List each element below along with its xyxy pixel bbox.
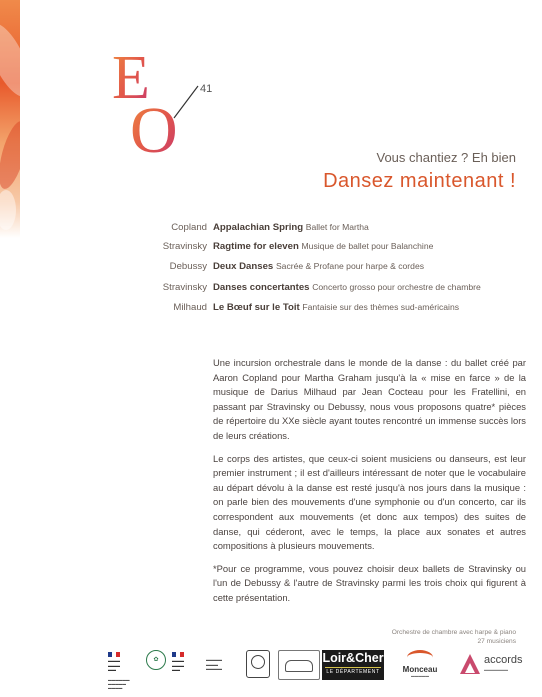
ensemble-size: 27 musiciens: [477, 638, 516, 645]
accords-name: accords: [484, 654, 523, 666]
headline: Dansez maintenant !: [323, 170, 516, 192]
logo-number: 41: [200, 83, 213, 95]
program-row: [0, 302, 542, 316]
loir-et-cher-name: Loir&Cher: [322, 651, 384, 665]
partner-logos: [108, 650, 528, 690]
program-row: [0, 261, 542, 275]
description-text: [213, 356, 526, 614]
work-description: Fantaisie sur des thèmes sud-américains: [302, 302, 460, 312]
loir-et-cher-sub: LE DÉPARTEMENT: [326, 669, 380, 675]
composer-name: Stravinsky: [162, 241, 207, 252]
svg-text:E: E: [112, 44, 150, 112]
paragraph-note: *Pour ce programme, vous pouvez choisir deux ballets de Stravinsky ou l'un de Debussy & l'autre de Stravinsky parmi les trois choix qui figurent à cette présentation.: [213, 562, 526, 603]
paragraph-body: Le corps des artistes, que ceux-ci soient musiciens ou danseurs, est leur premier instrument ; il est d'ailleurs intéressant de noter que le vocabulaire au départ dévolu à la danse est resté jusqu'à nos jours dans la musique : on parle bien des mouvements d'une symphonie ou d'un concerto, car ils correspondent aux mouvements (et donc aux tempos) des suites de danse, qui céderont, avec le temps, la place aux sonates et autres compositions à plusieurs mouvements.: [213, 452, 526, 552]
loir-et-cher-logo: [322, 650, 384, 680]
work-title: Le Bœuf sur le Toit: [213, 302, 300, 313]
work-description: Sacrée & Profane pour harpe & cordes: [275, 261, 425, 271]
svg-text:O: O: [130, 94, 178, 158]
program-row: [0, 241, 542, 255]
composer-name: Copland: [171, 222, 207, 233]
paragraph-intro: Une incursion orchestrale dans le monde de la danse : du ballet créé par Aaron Copland pour Martha Graham jusqu'à la « mise en farce » de la musique de Darius Milhaud par Jean Cocteau pour les Fratellini, en passant par Stravinsky ou Debussy, nous vous proposons quatre* pièces de répertoire du XXe siècle ayant toutes rencontré un immense succès lors de leurs créations.: [213, 357, 526, 441]
composer-name: Stravinsky: [162, 282, 207, 293]
region-logo: ✿: [146, 650, 166, 670]
ministere-logo: ▬▬▬▬ ▬▬▬ ▬▬▬▬: [206, 657, 222, 671]
program-row: [0, 222, 542, 236]
work-title: Deux Danses: [213, 261, 274, 272]
work-title: Ragtime for eleven: [213, 241, 299, 252]
republique-francaise-logo: ▬▬▬ ▬▬▬ ▬▬ ▬▬▬▬▬▬ ▬▬▬▬▬ ▬▬▬▬: [108, 650, 138, 676]
work-title: Danses concertantes: [213, 282, 310, 293]
decorative-paint-stroke: [0, 0, 20, 238]
monceau-logo: Monceau ▬▬▬▬▬: [400, 650, 440, 684]
ensemble-formation: Orchestre de chambre avec harpe & piano: [391, 629, 516, 636]
composer-name: Debussy: [169, 261, 207, 272]
work-description: Concerto grosso pour orchestre de chambre: [312, 282, 481, 292]
program-row: [0, 282, 542, 296]
monceau-name: Monceau: [402, 665, 438, 674]
drac-logo: ▬▬▬ ▬▬▬ ▬▬: [172, 650, 202, 673]
accords-logo: accords ▬▬▬▬▬▬: [460, 650, 520, 680]
ensemble-info: [392, 628, 516, 646]
work-description: Musique de ballet pour Balanchine: [301, 241, 434, 251]
work-description: Ballet for Martha: [305, 222, 369, 232]
car-logo: [278, 650, 320, 680]
tagline: Vous chantiez ? Eh bien: [376, 150, 516, 165]
eo41-logo: [112, 40, 222, 158]
label-logo: [246, 650, 270, 678]
composer-name: Milhaud: [173, 302, 207, 313]
work-title: Appalachian Spring: [213, 222, 304, 233]
